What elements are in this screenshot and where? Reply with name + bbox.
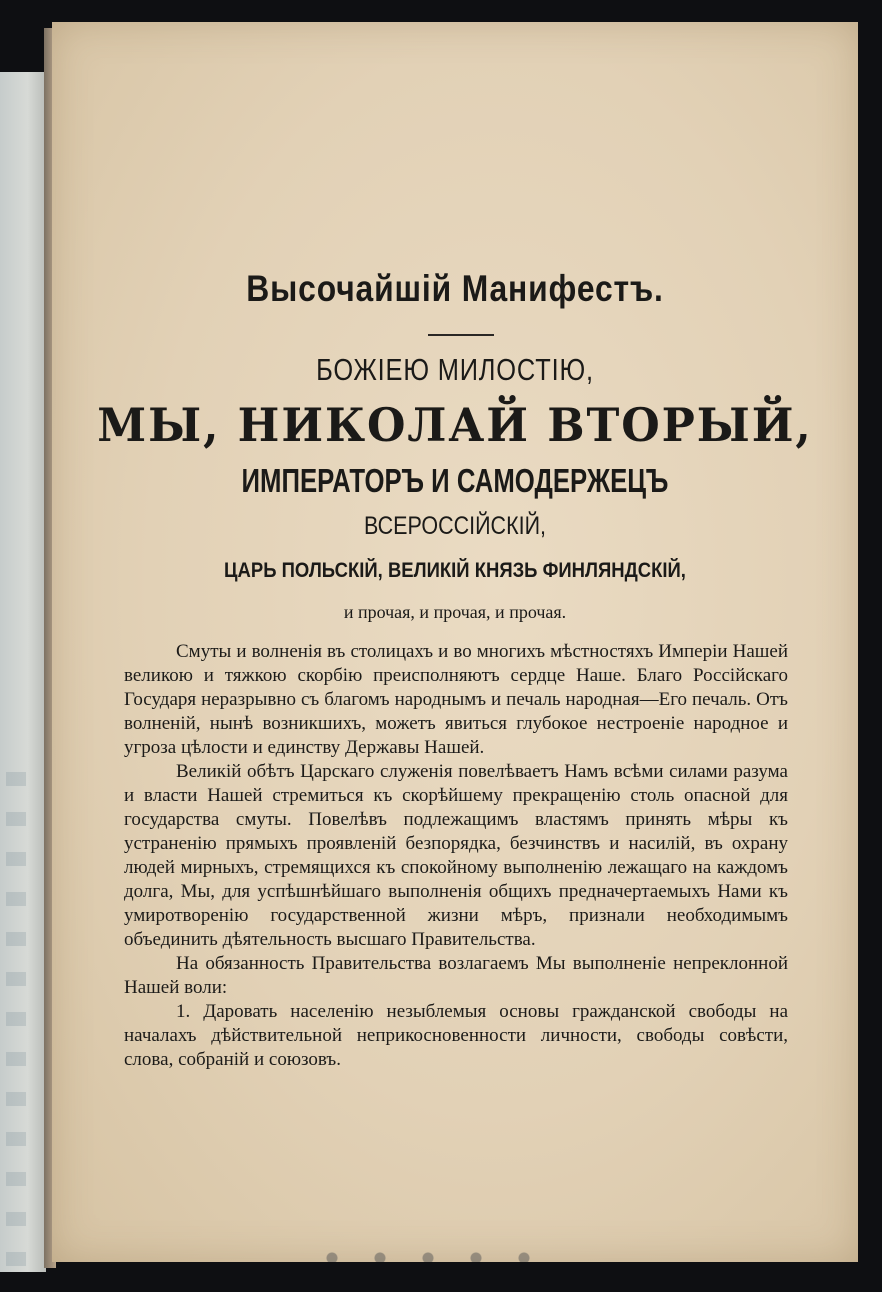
paragraph: Смуты и волненія въ столицахъ и во многихъ мѣстностяхъ Имперіи Нашей великою и тяжкою скорбію преисполняютъ сердце Наше. Благо Россійскаго Государя неразрывно съ благомъ народнымъ и печаль народная—Его печаль. Отъ волненій, нынѣ возникшихъ, можетъ явиться глубокое нестроеніе народное и угроза цѣлости и единству Державы Нашей. (124, 641, 788, 758)
realm-line: ВСЕРОССІЙСКІЙ, (363, 512, 547, 540)
page-bottom-ornament (322, 1248, 562, 1262)
etcetera-line: и прочая, и прочая, и прочая. (343, 602, 567, 622)
paragraph: Великій обѣтъ Царскаго служенія повелѣваетъ Намъ всѣми силами разума и власти Нашей стремиться къ скорѣйшему прекращенію столь опасной для государства смуты. Повелѣвъ подлежащимъ властямъ принять мѣры къ устраненію прямыхъ проявленій безпорядка, безчинствъ и насилій, въ охрану людей мирныхъ, стремящихся къ спокойному выполненію лежащаго на каждомъ долга, Мы, для успѣшнѣйшаго выполненія общихъ предначертаемыхъ Нами къ умиротворенію государственной жизни мѣръ, признали необходимымъ объединить дѣятельность высшаго Правительства. (124, 761, 788, 950)
facing-page-marks (6, 772, 26, 1292)
further-titles: ЦАРЬ ПОЛЬСКІЙ, ВЕЛИКІЙ КНЯЗЬ ФИНЛЯНДСКІЙ, (224, 559, 686, 582)
heading-divider (428, 334, 494, 336)
document-heading: Высочайшій Манифестъ. (246, 268, 664, 309)
facing-page-edge (0, 72, 46, 1272)
paragraph: 1. Даровать населенію незыблемыя основы гражданской свободы на началахъ дѣйствительной неприкосновенности личности, свободы совѣсти, слова, собраній и союзовъ. (124, 1001, 788, 1070)
manifesto-body (124, 640, 788, 1072)
sovereign-title: ИМПЕРАТОРЪ И САМОДЕРЖЕЦЪ (241, 462, 669, 499)
manifesto-page (52, 22, 858, 1262)
sovereign-name: МЫ, НИКОЛАЙ ВТОРЫЙ, (97, 398, 813, 452)
invocation-line: БОЖІЕЮ МИЛОСТІЮ, (316, 352, 594, 387)
paragraph: На обязанность Правительства возлагаемъ Мы выполненіе непреклонной Нашей воли: (124, 953, 788, 998)
